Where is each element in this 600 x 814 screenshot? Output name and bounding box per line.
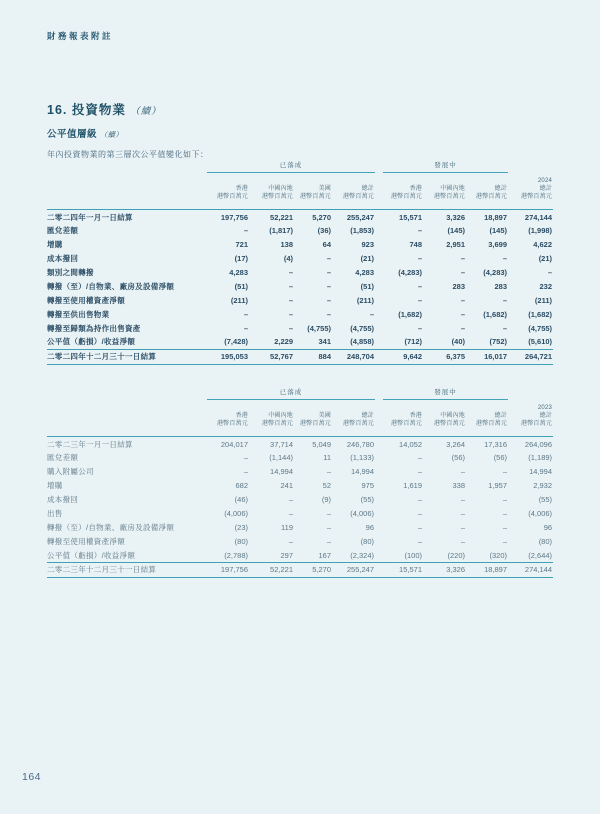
spacer-cell — [47, 400, 207, 437]
spacer-cell — [47, 173, 207, 210]
cell-value: 748 — [409, 240, 422, 250]
cell-value: 274,144 — [508, 210, 553, 224]
spacer-cell — [508, 160, 553, 173]
cell-value: (1,682) — [483, 309, 508, 319]
column-header: 總計 港幣百萬元 — [476, 185, 508, 200]
cell-value: – — [417, 281, 422, 291]
table-row — [47, 437, 553, 451]
table-row — [47, 507, 553, 521]
table-row — [47, 224, 553, 238]
cell-value: 264,096 — [508, 437, 553, 451]
cell-value: 37,714 — [249, 437, 294, 451]
cell-value: – — [417, 522, 422, 532]
table-row — [47, 493, 553, 507]
cell-value: 2,951 — [446, 240, 465, 250]
cell-value: (7,428) — [224, 337, 248, 347]
cell-value: (145) — [489, 226, 508, 236]
cell-value: (9) — [321, 495, 331, 505]
column-header: 總計 港幣百萬元 — [476, 412, 508, 427]
row-label: 轉撥至使用權資產淨額 — [47, 536, 125, 546]
cell-value: (2,324) — [350, 550, 374, 560]
cell-value: – — [326, 281, 331, 291]
row-label: 公平值（虧損）/收益淨額 — [47, 337, 136, 347]
cell-value: (211) — [230, 295, 248, 305]
cell-value: (1,133) — [350, 453, 374, 463]
cell-value: – — [417, 508, 422, 518]
cell-value: – — [326, 268, 331, 278]
cell-value: (4,858) — [350, 337, 374, 347]
cell-value: 241 — [280, 481, 293, 491]
cell-value: (80) — [538, 536, 553, 546]
cell-value: (1,817) — [269, 226, 293, 236]
row-label: 轉撥至歸類為持作出售資產 — [47, 323, 141, 333]
cell-value: – — [460, 495, 465, 505]
group-header-row — [47, 160, 553, 173]
cell-value: – — [502, 522, 508, 532]
cell-value: – — [460, 323, 465, 333]
row-label: 轉撥至使用權資產淨額 — [47, 295, 125, 305]
cell-value: (2,788) — [224, 550, 248, 560]
cell-value: (4,755) — [528, 323, 553, 333]
column-header: 總計 港幣百萬元 — [342, 412, 374, 427]
column-header: 香港 港幣百萬元 — [390, 412, 422, 427]
cell-value: (4) — [283, 254, 293, 264]
cell-value: (1,998) — [528, 226, 553, 236]
cell-value: 17,316 — [466, 437, 508, 451]
column-header: 香港 港幣百萬元 — [216, 412, 248, 427]
row-label: 成本撥回 — [47, 254, 79, 264]
cell-value: – — [326, 536, 331, 546]
cell-value: 5,270 — [294, 210, 332, 224]
column-header: 香港 港幣百萬元 — [216, 185, 248, 200]
cell-value: – — [326, 522, 331, 532]
group-completed: 已落成 — [207, 387, 375, 400]
cell-value: – — [243, 453, 248, 463]
cell-value: – — [502, 295, 508, 305]
cell-value: 721 — [235, 240, 248, 250]
group-header-row — [47, 387, 553, 400]
cell-value: – — [417, 495, 422, 505]
cell-value: – — [417, 226, 422, 236]
cell-value: 297 — [280, 550, 293, 560]
cell-value: (4,006) — [224, 508, 248, 518]
cell-value: 248,704 — [332, 350, 375, 365]
data-table — [47, 160, 553, 365]
table-row — [47, 308, 553, 322]
intro-text: 年內投資物業的第三層次公平值變化如下： — [47, 150, 209, 159]
cell-value: – — [460, 536, 465, 546]
cell-value: 341 — [318, 337, 331, 347]
cell-value: – — [288, 495, 293, 505]
table-row — [47, 238, 553, 252]
table-2023-level3-movements — [47, 387, 553, 578]
cell-value: (80) — [234, 536, 248, 546]
cell-value: 15,571 — [375, 563, 423, 578]
cell-value: 4,283 — [355, 268, 374, 278]
cell-value: 197,756 — [207, 210, 249, 224]
cell-value: – — [460, 254, 465, 264]
continued-marker: （續） — [100, 131, 123, 139]
table-row — [47, 521, 553, 535]
cell-value: (4,283) — [398, 268, 422, 278]
table-row — [47, 563, 553, 578]
cell-value: 138 — [280, 240, 293, 250]
cell-value: – — [243, 226, 248, 236]
cell-value: 5,049 — [294, 437, 332, 451]
cell-value: 4,622 — [533, 240, 553, 250]
row-label: 公平值（虧損）/收益淨額 — [47, 550, 136, 560]
row-label: 購入附屬公司 — [47, 467, 94, 477]
cell-value: (5,610) — [528, 337, 553, 347]
cell-value: – — [502, 254, 508, 264]
cell-value: (36) — [317, 226, 331, 236]
cell-value: 204,017 — [207, 437, 249, 451]
cell-value: (56) — [493, 453, 508, 463]
cell-value: – — [460, 268, 465, 278]
cell-value: 923 — [361, 240, 374, 250]
cell-value: (17) — [234, 254, 248, 264]
data-table — [47, 387, 553, 578]
cell-value: 52,221 — [249, 210, 294, 224]
column-header: 香港 港幣百萬元 — [390, 185, 422, 200]
cell-value: 2,229 — [274, 337, 293, 347]
cell-value: – — [502, 536, 508, 546]
row-label: 二零二三年十二月三十一日結算 — [47, 563, 207, 578]
cell-value: (40) — [451, 337, 465, 347]
cell-value: (211) — [534, 295, 553, 305]
cell-value: 1,957 — [488, 481, 508, 491]
column-header-row — [47, 400, 553, 437]
cell-value: 9,642 — [375, 350, 423, 365]
table-row — [47, 280, 553, 294]
cell-value: 96 — [365, 522, 374, 532]
table-row — [47, 321, 553, 335]
group-under-development: 發展中 — [375, 387, 508, 400]
cell-value: – — [288, 323, 293, 333]
group-under-development: 發展中 — [375, 160, 508, 173]
cell-value: 52 — [322, 481, 331, 491]
continued-marker: （續） — [130, 106, 162, 116]
table-2024-level3-movements — [47, 160, 553, 365]
row-label: 匯兌差額 — [47, 226, 79, 236]
cell-value: – — [460, 522, 465, 532]
cell-value: 16,017 — [466, 350, 508, 365]
row-label: 匯兌差額 — [47, 453, 79, 463]
cell-value: 264,721 — [508, 350, 553, 365]
spacer-cell — [508, 387, 553, 400]
cell-value: (1,682) — [398, 309, 422, 319]
cell-value: – — [288, 268, 293, 278]
cell-value: – — [417, 467, 422, 477]
cell-value: 274,144 — [508, 563, 553, 578]
column-header: 總計 港幣百萬元 — [342, 185, 374, 200]
cell-value: 3,264 — [423, 437, 466, 451]
table-row — [47, 266, 553, 280]
cell-value: 14,994 — [351, 467, 374, 477]
sub-title-text: 公平值層級 — [47, 129, 98, 140]
column-header-row — [47, 173, 553, 210]
row-label: 增購 — [47, 481, 63, 491]
row-label: 二零二三年一月一日結算 — [47, 437, 207, 451]
cell-value: (145) — [447, 226, 465, 236]
cell-value: 5,270 — [294, 563, 332, 578]
cell-value: (46) — [234, 495, 248, 505]
document-header: 財務報表附註 — [47, 31, 114, 41]
group-completed: 已落成 — [207, 160, 375, 173]
cell-value: – — [326, 508, 331, 518]
cell-value: 884 — [294, 350, 332, 365]
cell-value: 4,283 — [229, 268, 248, 278]
cell-value: (4,283) — [483, 268, 508, 278]
column-header: 中國內地 港幣百萬元 — [433, 412, 465, 427]
section-title — [47, 100, 161, 118]
table-row — [47, 335, 553, 349]
spacer-cell — [47, 160, 207, 173]
cell-value: – — [417, 453, 422, 463]
row-label: 二零二四年十二月三十一日結算 — [47, 350, 207, 365]
cell-value: (80) — [360, 536, 374, 546]
cell-value: 14,994 — [529, 467, 553, 477]
cell-value: – — [243, 309, 248, 319]
cell-value: (51) — [360, 281, 374, 291]
cell-value: – — [417, 536, 422, 546]
cell-value: 3,326 — [423, 563, 466, 578]
cell-value: 682 — [235, 481, 248, 491]
cell-value: (1,682) — [528, 309, 553, 319]
cell-value: 3,699 — [488, 240, 508, 250]
cell-value: – — [288, 508, 293, 518]
table-row — [47, 535, 553, 549]
year-total-column-header: 2024 總計 港幣百萬元 — [521, 178, 553, 200]
cell-value: 18,897 — [466, 563, 508, 578]
cell-value: (1,853) — [350, 226, 374, 236]
column-header: 中國內地 港幣百萬元 — [433, 185, 465, 200]
cell-value: 255,247 — [332, 210, 375, 224]
cell-value: 6,375 — [423, 350, 466, 365]
cell-value: 64 — [322, 240, 331, 250]
row-label: 成本撥回 — [47, 495, 79, 505]
cell-value: (712) — [404, 337, 422, 347]
year-total-column-header: 2023 總計 港幣百萬元 — [521, 405, 553, 427]
table-row — [47, 451, 553, 465]
spacer-cell — [47, 387, 207, 400]
cell-value: 232 — [539, 281, 553, 291]
cell-value: – — [288, 295, 293, 305]
table-row — [47, 548, 553, 562]
cell-value: (4,006) — [528, 508, 553, 518]
column-header: 美國 港幣百萬元 — [299, 185, 331, 200]
cell-value: – — [502, 467, 508, 477]
cell-value: (51) — [234, 281, 248, 291]
cell-value: (56) — [451, 453, 465, 463]
cell-value: (1,189) — [528, 453, 553, 463]
cell-value: – — [288, 281, 293, 291]
cell-value: (4,755) — [350, 323, 374, 333]
cell-value: – — [369, 309, 374, 319]
cell-value: (55) — [360, 495, 374, 505]
cell-value: – — [502, 323, 508, 333]
section-title-text: 投資物業 — [71, 103, 126, 117]
cell-value: (320) — [489, 550, 508, 560]
cell-value: – — [243, 323, 248, 333]
row-label: 增購 — [47, 240, 63, 250]
cell-value: – — [288, 309, 293, 319]
cell-value: (21) — [360, 254, 374, 264]
cell-value: – — [460, 295, 465, 305]
cell-value: – — [243, 467, 248, 477]
cell-value: (23) — [234, 522, 248, 532]
table-row — [47, 252, 553, 266]
cell-value: (21) — [538, 254, 553, 264]
cell-value: (752) — [489, 337, 508, 347]
sub-title — [47, 126, 123, 140]
row-label: 二零二四年一月一日結算 — [47, 210, 207, 224]
cell-value: – — [326, 309, 331, 319]
cell-value: 283 — [452, 281, 465, 291]
cell-value: 246,780 — [332, 437, 375, 451]
column-header: 中國內地 港幣百萬元 — [261, 412, 293, 427]
cell-value: 15,571 — [375, 210, 423, 224]
table-row — [47, 210, 553, 224]
cell-value: (220) — [447, 550, 465, 560]
cell-value: – — [460, 467, 465, 477]
cell-value: 119 — [281, 522, 293, 532]
row-label: 類別之間轉撥 — [47, 268, 94, 278]
cell-value: (100) — [404, 550, 422, 560]
page-number: 164 — [22, 771, 42, 783]
cell-value: 52,767 — [249, 350, 294, 365]
row-label: 轉撥至供出售物業 — [47, 309, 110, 319]
cell-value: – — [288, 536, 293, 546]
cell-value: – — [460, 508, 465, 518]
cell-value: 11 — [323, 453, 331, 463]
cell-value: 167 — [318, 550, 331, 560]
cell-value: 283 — [494, 281, 508, 291]
table-row — [47, 294, 553, 308]
cell-value: – — [417, 323, 422, 333]
cell-value: – — [326, 295, 331, 305]
cell-value: (211) — [356, 295, 374, 305]
cell-value: – — [326, 467, 331, 477]
cell-value: (4,006) — [350, 508, 374, 518]
cell-value: (55) — [538, 495, 553, 505]
row-label: 出售 — [47, 508, 63, 518]
cell-value: 2,932 — [533, 481, 553, 491]
cell-value: (1,144) — [269, 453, 293, 463]
column-header: 美國 港幣百萬元 — [299, 412, 331, 427]
cell-value: (4,755) — [307, 323, 331, 333]
cell-value: 255,247 — [332, 563, 375, 578]
table-row — [47, 479, 553, 493]
cell-value: – — [502, 495, 508, 505]
cell-value: 197,756 — [207, 563, 249, 578]
cell-value: 338 — [452, 481, 465, 491]
column-header: 中國內地 港幣百萬元 — [261, 185, 293, 200]
cell-value: – — [547, 268, 553, 278]
cell-value: 195,053 — [207, 350, 249, 365]
cell-value: 975 — [361, 481, 374, 491]
table-row — [47, 350, 553, 365]
cell-value: – — [417, 254, 422, 264]
cell-value: 14,052 — [375, 437, 423, 451]
row-label: 轉撥（至）/自物業、廠房及設備淨額 — [47, 522, 175, 532]
cell-value: 96 — [543, 522, 553, 532]
row-label: 轉撥（至）/自物業、廠房及設備淨額 — [47, 281, 175, 291]
cell-value: 18,897 — [466, 210, 508, 224]
section-number: 16. — [47, 103, 68, 117]
cell-value: 14,994 — [270, 467, 293, 477]
cell-value: 52,221 — [249, 563, 294, 578]
cell-value: – — [460, 309, 465, 319]
cell-value: 1,619 — [403, 481, 422, 491]
cell-value: – — [417, 295, 422, 305]
cell-value: (2,644) — [528, 550, 553, 560]
cell-value: – — [326, 254, 331, 264]
cell-value: 3,326 — [423, 210, 466, 224]
table-row — [47, 465, 553, 479]
cell-value: – — [502, 508, 508, 518]
